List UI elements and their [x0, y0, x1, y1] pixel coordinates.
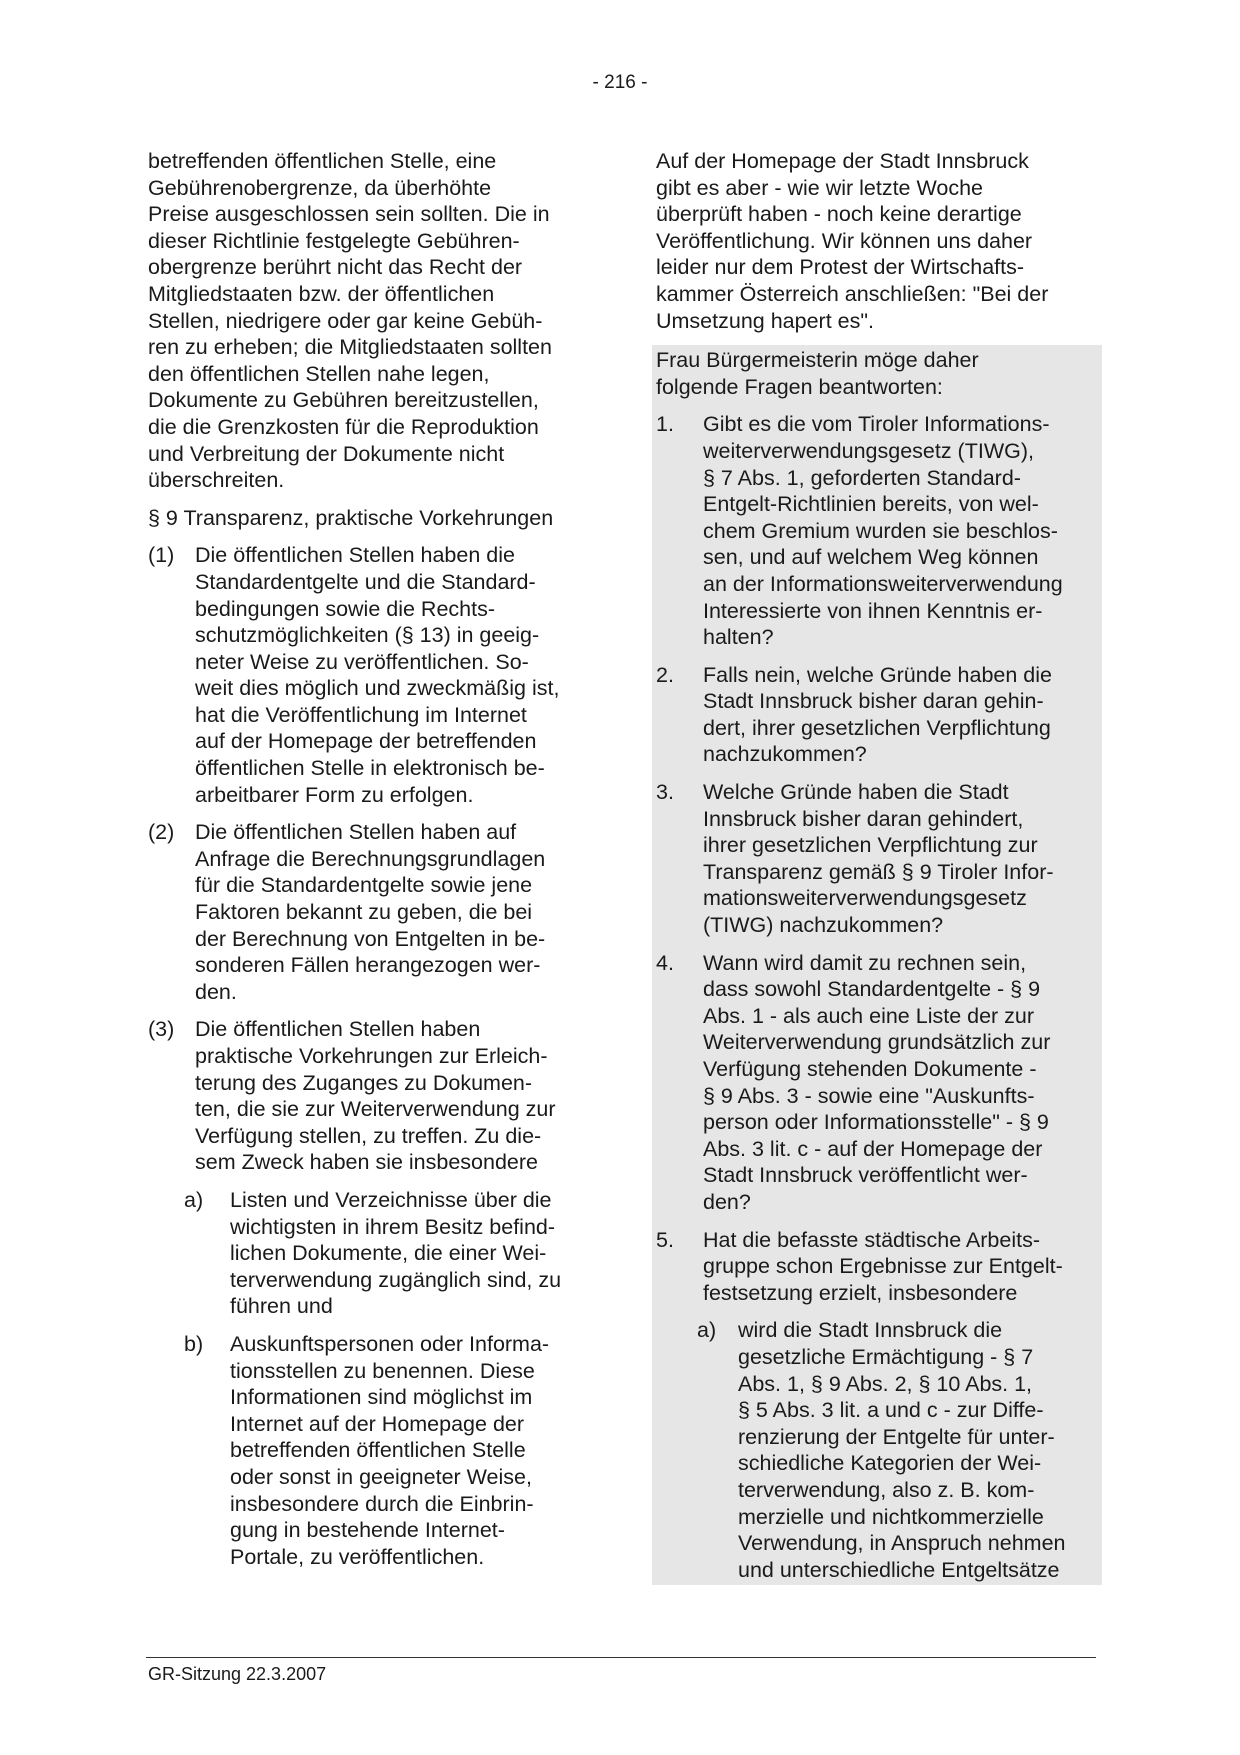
text-line: den.	[195, 979, 237, 1004]
question-item	[656, 662, 1102, 768]
text-line: Internet auf der Homepage der	[230, 1411, 525, 1436]
question-intro	[656, 347, 1102, 400]
text-line: dieser Richtlinie festgelegte Gebühren-	[148, 228, 520, 253]
text-line: Gibt es die vom Tiroler Informations-	[703, 412, 1050, 437]
question-item	[656, 1227, 1102, 1307]
text-line: renzierung der Entgelte für unter-	[738, 1424, 1055, 1449]
text-line: Dokumente zu Gebühren bereitzustellen,	[148, 388, 539, 413]
text-line: gung in bestehende Internet-	[230, 1518, 505, 1543]
left-column	[148, 148, 588, 1581]
text-line: neter Weise zu veröffentlichen. So-	[195, 649, 529, 674]
text-line: obergrenze berührt nicht das Recht der	[148, 255, 523, 280]
text-line: überprüft haben - noch keine derartige	[656, 202, 1022, 227]
text-line: Entgelt-Richtlinien bereits, von wel-	[703, 492, 1039, 517]
text-line: ten, die sie zur Weiterverwendung zur	[195, 1097, 556, 1122]
text-line: leider nur dem Protest der Wirtschafts-	[656, 255, 1025, 280]
text-line: die die Grenzkosten für die Reproduktion	[148, 414, 539, 439]
text-line: Portale, zu veröffentlichen.	[230, 1544, 485, 1569]
text-line: halten?	[703, 625, 774, 650]
footer-divider	[146, 1657, 1096, 1658]
text-line: chem Gremium wurden sie beschlos-	[703, 518, 1058, 543]
right-intro-paragraph	[656, 148, 1102, 334]
text-line: Standardentgelte und die Standard-	[195, 569, 536, 594]
text-line: Auf der Homepage der Stadt Innsbruck	[656, 149, 1029, 173]
text-line: und Verbreitung der Dokumente nicht	[148, 441, 505, 466]
text-line: und unterschiedliche Entgeltsätze	[738, 1557, 1060, 1582]
text-line: überschreiten.	[148, 468, 285, 493]
text-line: Listen und Verzeichnisse über die	[230, 1187, 552, 1212]
text-line: ren zu erheben; die Mitgliedstaaten sollten	[148, 335, 552, 360]
text-line: mationsweiterverwendungsgesetz	[703, 886, 1027, 911]
text-line: Mitgliedstaaten bzw. der öffentlichen	[148, 281, 495, 306]
text-line: gesetzliche Ermächtigung - § 7	[738, 1344, 1034, 1369]
text-line: schutzmöglichkeiten (§ 13) in geeig-	[195, 623, 540, 648]
text-line: Falls nein, welche Gründe haben die	[703, 662, 1052, 687]
text-line: den öffentlichen Stellen nahe legen,	[148, 361, 490, 386]
text-line: insbesondere durch die Einbrin-	[230, 1491, 534, 1516]
text-line: dass sowohl Standardentgelte - § 9	[703, 977, 1041, 1002]
text-line: festsetzung erzielt, insbesondere	[703, 1280, 1018, 1305]
question-number: 2.	[656, 662, 674, 687]
text-line: schiedliche Kategorien der Wei-	[738, 1451, 1042, 1476]
question-item	[656, 411, 1102, 650]
right-column	[656, 148, 1102, 1585]
question-number: 1.	[656, 412, 674, 437]
text-line: Stadt Innsbruck veröffentlicht wer-	[703, 1163, 1028, 1188]
text-line: wichtigsten in ihrem Besitz befind-	[230, 1214, 556, 1239]
text-line: Die öffentlichen Stellen haben die	[195, 543, 515, 568]
text-line: gruppe schon Ergebnisse zur Entgelt-	[703, 1254, 1063, 1279]
text-line: Verfügung stellen, zu treffen. Zu die-	[195, 1123, 542, 1148]
text-line: Preise ausgeschlossen sein sollten. Die in	[148, 202, 550, 227]
list-item	[148, 819, 588, 1005]
item-number: (2)	[148, 820, 175, 845]
sub-list-item	[148, 1331, 588, 1570]
text-line: betreffenden öffentlichen Stelle	[230, 1438, 526, 1463]
text-line: Auskunftspersonen oder Informa-	[230, 1331, 550, 1356]
text-line: Welche Gründe haben die Stadt	[703, 780, 1009, 805]
text-line: Verwendung, in Anspruch nehmen	[738, 1531, 1066, 1556]
text-line: an der Informationsweiterverwendung	[703, 571, 1063, 596]
text-line: der Berechnung von Entgelten in be-	[195, 926, 546, 951]
text-line: person oder Informationsstelle" - § 9	[703, 1110, 1049, 1135]
text-line: bedingungen sowie die Rechts-	[195, 596, 496, 621]
text-line: § 5 Abs. 3 lit. a und c - zur Diffe-	[738, 1398, 1044, 1423]
text-line: nachzukommen?	[703, 742, 867, 767]
item-letter: b)	[184, 1331, 204, 1356]
text-line: den?	[703, 1189, 751, 1214]
question-number: 5.	[656, 1227, 674, 1252]
text-line: betreffenden öffentlichen Stelle, eine	[148, 149, 497, 173]
text-line: ihrer gesetzlichen Verpflichtung zur	[703, 833, 1038, 858]
text-line: Anfrage die Berechnungsgrundlagen	[195, 846, 546, 871]
text-line: sen, und auf welchem Weg können	[703, 545, 1039, 570]
text-line: für die Standardentgelte sowie jene	[195, 873, 533, 898]
text-line: (TIWG) nachzukommen?	[703, 913, 944, 938]
text-line: Abs. 1, § 9 Abs. 2, § 10 Abs. 1,	[738, 1371, 1033, 1396]
text-line: folgende Fragen beantworten:	[656, 374, 943, 399]
item-letter: a)	[184, 1187, 204, 1212]
item-letter: a)	[697, 1318, 717, 1343]
text-line: § 7 Abs. 1, geforderten Standard-	[703, 465, 1021, 490]
text-line: Umsetzung hapert es".	[656, 308, 874, 333]
text-line: Abs. 3 lit. c - auf der Homepage der	[703, 1136, 1043, 1161]
text-line: oder sonst in geeigneter Weise,	[230, 1464, 532, 1489]
text-line: terverwendung zugänglich sind, zu	[230, 1267, 562, 1292]
text-line: Informationen sind möglichst im	[230, 1385, 533, 1410]
text-line: dert, ihrer gesetzlichen Verpflichtung	[703, 715, 1051, 740]
question-number: 4.	[656, 950, 674, 975]
text-line: Wann wird damit zu rechnen sein,	[703, 950, 1027, 975]
item-number: (3)	[148, 1017, 175, 1042]
text-line: weit dies möglich und zweckmäßig ist,	[195, 676, 560, 701]
text-line: Faktoren bekannt zu geben, die bei	[195, 900, 533, 925]
text-line: Abs. 1 - als auch eine Liste der zur	[703, 1003, 1035, 1028]
text-line: praktische Vorkehrungen zur Erleich-	[195, 1044, 548, 1068]
list-item	[148, 1016, 588, 1176]
sub-list-item	[148, 1187, 588, 1320]
questions-box	[652, 345, 1102, 1585]
text-line: wird die Stadt Innsbruck die	[738, 1318, 1003, 1343]
left-intro-paragraph	[148, 148, 588, 494]
text-line: sem Zweck haben sie insbesondere	[195, 1150, 538, 1175]
question-item	[656, 950, 1102, 1216]
text-line: öffentlichen Stelle in elektronisch be-	[195, 756, 545, 781]
item-number: (1)	[148, 543, 175, 568]
text-line: Transparenz gemäß § 9 Tiroler Infor-	[703, 859, 1054, 884]
question-item	[656, 779, 1102, 939]
text-line: terung des Zuganges zu Dokumen-	[195, 1070, 533, 1095]
text-line: sonderen Fällen herangezogen wer-	[195, 953, 541, 978]
text-line: Innsbruck bisher daran gehindert,	[703, 806, 1024, 831]
text-line: gibt es aber - wie wir letzte Woche	[656, 175, 984, 200]
text-line: kammer Österreich anschließen: "Bei der	[656, 281, 1049, 306]
text-line: Die öffentlichen Stellen haben	[195, 1017, 481, 1042]
text-line: terverwendung, also z. B. kom-	[738, 1477, 1035, 1502]
text-line: Verfügung stehenden Dokumente -	[703, 1057, 1037, 1081]
text-line: Stellen, niedrigere oder gar keine Gebüh-	[148, 308, 543, 333]
text-line: Veröffentlichung. Wir können uns daher	[656, 228, 1033, 253]
text-line: Die öffentlichen Stellen haben auf	[195, 820, 517, 845]
text-line: Interessierte von ihnen Kenntnis er-	[703, 598, 1043, 623]
text-line: § 9 Abs. 3 - sowie eine "Auskunfts-	[703, 1083, 1035, 1108]
text-line: Gebührenobergrenze, da überhöhte	[148, 175, 492, 200]
list-item	[148, 542, 588, 808]
text-line: Frau Bürgermeisterin möge daher	[656, 348, 979, 373]
text-line: führen und	[230, 1294, 333, 1319]
text-line: weiterverwendungsgesetz (TIWG),	[703, 438, 1034, 463]
page-number: - 216 -	[592, 72, 648, 93]
text-line: auf der Homepage der betreffenden	[195, 729, 537, 754]
question-number: 3.	[656, 780, 674, 805]
text-line: Weiterverwendung grundsätzlich zur	[703, 1030, 1051, 1055]
text-line: Stadt Innsbruck bisher daran gehin-	[703, 689, 1044, 714]
section-heading: § 9 Transparenz, praktische Vorkehrungen	[148, 505, 554, 530]
text-line: tionsstellen zu benennen. Diese	[230, 1358, 535, 1383]
sub-question-item	[656, 1317, 1102, 1585]
text-line: hat die Veröffentlichung im Internet	[195, 702, 527, 727]
text-line: Hat die befasste städtische Arbeits-	[703, 1227, 1041, 1252]
text-line: lichen Dokumente, die einer Wei-	[230, 1241, 547, 1266]
footer-session-date: GR-Sitzung 22.3.2007	[148, 1664, 327, 1684]
text-line: arbeitbarer Form zu erfolgen.	[195, 782, 474, 807]
text-line: merzielle und nichtkommerzielle	[738, 1504, 1044, 1529]
